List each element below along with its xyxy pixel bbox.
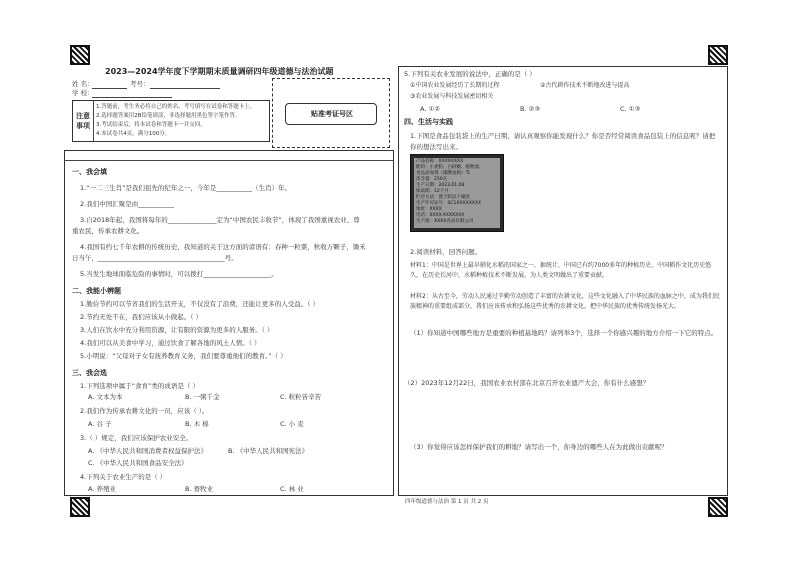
q2-5: 5.小明说：“父母对子女有抚养教育义务，我们要尊重他们的教育。”（ ）	[80, 352, 287, 360]
food-label-image	[410, 154, 504, 232]
q1-3: 3.自2018年起，我国将每年的_______________定为“中国农民丰收节”，体现了我国重视农业、尊	[80, 216, 360, 224]
q5-opt-1: ①中国农业发展经历了长期的过程	[410, 82, 500, 89]
qr-code-top-left-icon	[70, 45, 90, 65]
q3-2: 2.我们作为传承农耕文化的一员，应该（ ）。	[80, 407, 209, 415]
material-2-text: 材料2：从古至今，劳动人民通过辛勤劳动创造了丰富的农耕文化，这些文化融入了中华民族的血脉之中，成为	[410, 293, 702, 300]
q3-2-opt-c: C. 小 麦	[280, 420, 304, 428]
q1-3b: 重农民，传承农耕文化。	[72, 227, 144, 235]
material-2	[410, 292, 722, 312]
material-1	[410, 261, 722, 281]
q5-opt-2: ②古代耕作技术不断地改进与提高	[540, 82, 630, 89]
qr-code-top-right-icon	[708, 45, 728, 65]
q3-1-opt-a: A. 文本为本	[88, 393, 123, 401]
q3-3-opt-a: A. 《中华人民共和国消费者权益保护法》	[88, 447, 207, 455]
section-1-heading: 一、我会填	[72, 168, 107, 176]
name-label: 姓 名：	[72, 80, 94, 88]
q3-3-opt-b: B. 《中华人民共和国宪法》	[228, 447, 309, 455]
stamp-area-outer	[272, 78, 390, 148]
q3-1-opt-c: C. 粒粒皆辛苦	[280, 393, 322, 401]
sub-question-2: （2）2023年12月22日，我国农业农村部在北京召开农业遗产大会，你有什么感想？	[404, 379, 650, 387]
qr-code-bottom-right-icon	[708, 497, 728, 517]
notice-line-2: 2.选择题答案用2B铅笔填涂，非选择题用黑色签字笔作答。	[96, 113, 241, 119]
q3-3: 3.（ ）规定，我们应该保护农业安全。	[80, 434, 193, 442]
section-4-heading: 四、生活与实践	[404, 118, 453, 126]
food-label-panel	[414, 158, 500, 228]
label-line-2: 配料：小麦粉、白砂糖、植物油、	[416, 165, 484, 170]
label-line-10: 电话：0XXX-XXXXXXX	[416, 213, 465, 218]
material-2c-text: 把中华民族的优秀传统发扬光大。	[590, 303, 681, 310]
q4-2: 2.阅读材料，回答问题。	[410, 248, 482, 256]
q2-2: 2.节约无处不在，我们应该从小做起。（ ）	[80, 313, 203, 321]
q3-3-opt-c: C. 《中华人民共和国食品安全法》	[88, 459, 188, 467]
label-line-6: 保质期：12个月	[416, 189, 449, 194]
q2-3: 3.人们在饮水中充分利用资源，让有限的资源为更多的人服务。（ ）	[80, 326, 274, 334]
material-1b-text: 在历史长河中，水稻种植技术不断发展，为人类文明做出了重要贡献。	[422, 272, 609, 279]
label-line-7: 贮存方法：置于阴凉干燥处	[416, 195, 470, 200]
school-label: 学 校：	[72, 89, 94, 97]
q3-4-opt-c: C. 林 业	[280, 485, 304, 493]
exam-title: 2023—2024学年度下学期期末质量调研四年级道德与法治试题	[105, 67, 334, 76]
q5-choice-a: A. ①②	[420, 105, 441, 113]
q1-4b: 日当午，_______________________________________号。	[72, 254, 238, 262]
label-line-4: 净含量：250克	[416, 177, 448, 182]
q1-2: 2.我们中国汇聚是由___________	[80, 200, 174, 208]
q3-4: 4.下列关于农业生产的是（ ）	[80, 473, 167, 481]
notice-line-1: 1.答题前，考生务必将自己的姓名、考号填写在试卷和答题卡上。	[96, 104, 256, 110]
stamp-area-label: 贴准考证号区	[311, 110, 353, 118]
section-2-heading: 二、我能小辨题	[72, 287, 121, 295]
q5-opt-3: ③农业发展与科技发展密切相关	[410, 93, 494, 100]
sub-question-1: （1）你知道中国哪些地方是重要的种植基地吗？请列举3个，选择一个你感兴趣的地方介绍一下它的特点。	[410, 329, 718, 337]
q3-2-opt-b: B. 木 棉	[185, 420, 209, 428]
material-1-text: 材料1：中国是世界上最早驯化水稻的国家之一，据统计，中国已有约7000多年的种植历史，中国稻作文化历史悠久，	[410, 262, 712, 279]
label-line-8: 生产许可证号：SC1XXXXXXXX	[416, 201, 482, 206]
q3-1-opt-b: B. 一粥千金	[185, 393, 220, 401]
notice-line-3: 3.考试结束后，将本试卷和答题卡一并交回。	[96, 122, 206, 128]
q4-1: 1.下图是食品包装袋上的生产日期，请认真观察你能发现什么？你是否经常阅读食品包装上的信息呢？请把你的想法写出来。	[410, 132, 716, 151]
q2-4: 4.我们可以从美食中学习，通过饮食了解各地的风土人情。（ ）	[80, 339, 261, 347]
q1-4: 4.我国有约七千年农耕的传统历史，我知道的关于这方面的谚语有：春种一粒粟，秋收万颗子，锄禾	[80, 243, 366, 251]
material-2b-text: 我们民族精神的重要组成部分，我们应该传承和弘扬这些优秀的农耕文化，	[410, 293, 720, 310]
q3-4-opt-b: B. 畜牧业	[185, 485, 214, 493]
q3-2-opt-a: A. 谷 子	[88, 420, 112, 428]
q2-1: 1.勤俭节约可以节省我们的生活开支，不仅没有了浪费，还能让更多的人受益。（ ）	[80, 300, 320, 308]
q3-1: 1.下列选项中属于“食育”类的成语是（ ）	[80, 382, 200, 390]
notice-box	[72, 100, 270, 142]
label-line-5: 生产日期：2023.01.08	[416, 183, 465, 188]
q1-1: 1.“一二三生肖”是我们祖先的纪年之一，今年是___________（生肖）年。	[80, 184, 292, 192]
section-3-heading: 三、我会选	[72, 369, 107, 377]
label-line-1: 产品名称：XXXXXXXX	[416, 159, 464, 164]
label-line-11: 生产商：XXXX食品有限公司	[416, 219, 474, 224]
q5-choice-b: B. ②③	[520, 105, 541, 113]
exam-no-label: 考号：	[130, 80, 150, 88]
q5: 5.下列有关农业发展的说法中，正确的是（ ）	[404, 70, 536, 78]
label-line-3: 食品添加剂（碳酸氢钠）等	[416, 171, 470, 176]
q3-4-opt-a: A. 养殖业	[88, 485, 116, 493]
q1-5: 5.当发生地球面临危险的事情时，可以拨打_____________________。	[80, 270, 278, 278]
stamp-area-box	[285, 103, 377, 125]
qr-code-bottom-left-icon	[70, 497, 90, 517]
q5-choice-c: C. ①③	[620, 105, 641, 113]
notice-label: 注意 事项	[76, 112, 90, 130]
notice-line-4: 4.本试卷共4页，满分100分。	[96, 131, 171, 137]
page-footer: 四年级道德与法治 第 1 页 共 2 页	[405, 499, 489, 505]
sub-question-3: （3）你觉得应该怎样保护我们的耕地？请写出一个，你身边的哪些人在为此做出贡献呢？	[410, 443, 668, 451]
label-line-9: 地址：XXXX	[416, 207, 442, 212]
